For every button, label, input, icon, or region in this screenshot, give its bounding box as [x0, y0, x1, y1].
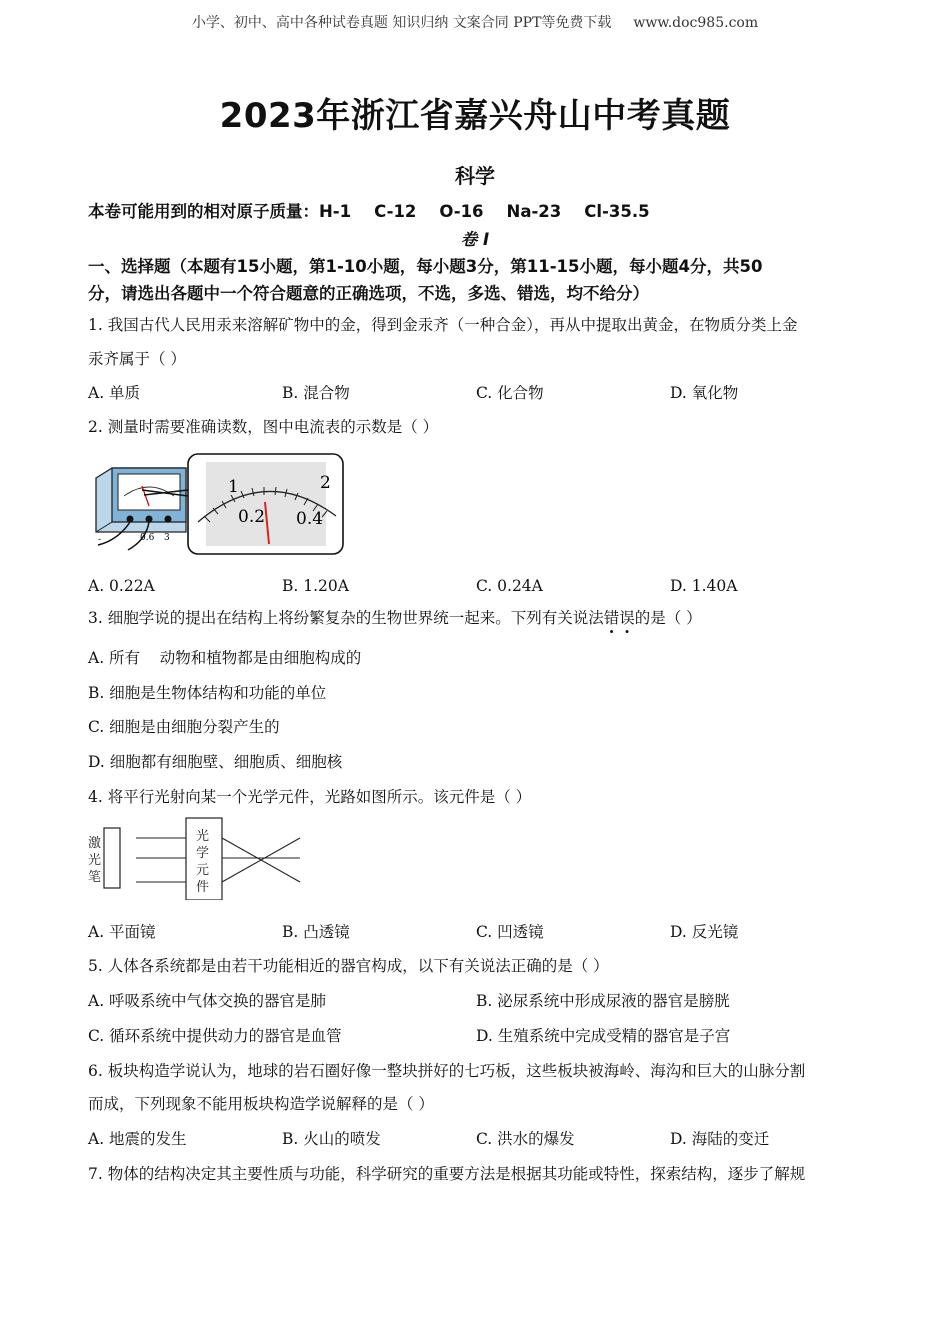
q6-option-d[interactable]: D. 海陆的变迁 [670, 1130, 770, 1148]
section-heading [88, 253, 878, 307]
q5-option-b[interactable]: B. 泌尿系统中形成尿液的器官是膀胱 [476, 992, 730, 1010]
volume-label: 卷 I [460, 230, 490, 249]
terminal-label-06: 0.6 [140, 533, 155, 543]
scale-label-02: 0.2 [238, 507, 266, 527]
scale-label-04: 0.4 [296, 509, 324, 529]
q4-option-d[interactable]: D. 反光镜 [670, 923, 739, 941]
q4-option-c[interactable]: C. 凹透镜 [476, 923, 544, 941]
svg-text:-: - [98, 535, 102, 545]
q1-option-b[interactable]: B. 混合物 [282, 384, 350, 402]
q3-stem [88, 608, 702, 628]
q4-option-b[interactable]: B. 凸透镜 [282, 923, 350, 941]
q3-option-d[interactable]: D. 细胞都有细胞壁、细胞质、细胞核 [88, 753, 343, 771]
element-label-1: 光 [196, 829, 210, 844]
q1-option-d[interactable]: D. 氧化物 [670, 384, 739, 402]
section-line-2: 分，请选出各题中一个符合题意的正确选项，不选，多选、错选，均不给分） [88, 284, 649, 303]
optics-diagram [86, 814, 306, 900]
q5-stem: 5. 人体各系统都是由若干功能相近的器官构成，以下有关说法正确的是（ ） [88, 957, 609, 975]
q5-option-a[interactable]: A. 呼吸系统中气体交换的器官是肺 [88, 992, 327, 1010]
q3-emphasis-1: 错 [603, 609, 620, 627]
q3-option-c[interactable]: C. 细胞是由细胞分裂产生的 [88, 718, 280, 736]
q4-stem: 4. 将平行光射向某一个光学元件，光路如图所示。该元件是（ ） [88, 788, 532, 806]
q3-stem-a: 3. 细胞学说的提出在结构上将纷繁复杂的生物世界统一起来。下列有关说法 [88, 609, 604, 627]
q2-option-a[interactable]: A. 0.22A [88, 577, 155, 595]
q3-emphasis-2: 误 [619, 609, 635, 627]
scale-label-2: 2 [320, 473, 331, 493]
element-label-3: 元 [196, 863, 210, 878]
header-url[interactable]: www.doc985.com [633, 15, 759, 31]
q2-stem: 2. 测量时需要准确读数，图中电流表的示数是（ ） [88, 418, 439, 436]
section-line-1: 一、选择题（本题有15小题，第1-10小题，每小题3分，第11-15小题，每小题4分，共50 [88, 257, 763, 276]
ammeter-figure [88, 450, 348, 560]
q1-option-a[interactable]: A. 单质 [88, 384, 141, 402]
q4-option-a[interactable]: A. 平面镜 [88, 923, 156, 941]
page-title: 2023年浙江省嘉兴舟山中考真题 [219, 96, 731, 136]
q2-option-d[interactable]: D. 1.40A [670, 577, 738, 595]
q1-stem-line2: 汞齐属于（ ） [88, 350, 186, 368]
q5-option-d[interactable]: D. 生殖系统中完成受精的器官是子宫 [476, 1027, 731, 1045]
atomic-mass-note: 本卷可能用到的相对原子质量：H-1 C-12 O-16 Na-23 Cl-35.5 [88, 202, 650, 221]
header-text: 小学、初中、高中各种试卷真题 知识归纳 文案合同 PPT等免费下载 [191, 15, 612, 31]
q6-stem-line1: 6. 板块构造学说认为，地球的岩石圈好像一整块拼好的七巧板，这些板块被海岭、海沟和巨大的山脉分割 [88, 1062, 806, 1080]
q6-stem-line2: 而成，下列现象不能用板块构造学说解释的是（ ） [88, 1095, 434, 1113]
q2-option-b[interactable]: B. 1.20A [282, 577, 349, 595]
q5-option-c[interactable]: C. 循环系统中提供动力的器官是血管 [88, 1027, 342, 1045]
laser-label-1: 激 [88, 836, 102, 851]
q3-option-b[interactable]: B. 细胞是生物体结构和功能的单位 [88, 684, 327, 702]
element-label-4: 件 [196, 880, 210, 895]
q6-option-c[interactable]: C. 洪水的爆发 [476, 1130, 575, 1148]
terminal-label-3: 3 [164, 533, 170, 543]
q7-stem-line1: 7. 物体的结构决定其主要性质与功能，科学研究的重要方法是根据其功能或特性，探索结构，逐步了解规 [88, 1165, 806, 1183]
subject-title: 科学 [455, 164, 495, 188]
q6-option-a[interactable]: A. 地震的发生 [88, 1130, 187, 1148]
page-header [0, 12, 950, 32]
q2-option-c[interactable]: C. 0.24A [476, 577, 543, 595]
q3-stem-d: 的是（ ） [634, 609, 702, 627]
q6-option-b[interactable]: B. 火山的喷发 [282, 1130, 381, 1148]
q1-option-c[interactable]: C. 化合物 [476, 384, 544, 402]
laser-label-3: 笔 [88, 870, 102, 885]
laser-label-2: 光 [88, 853, 102, 868]
element-label-2: 学 [196, 846, 210, 861]
scale-label-1: 1 [228, 477, 239, 497]
q3-option-a[interactable]: A. 所有 动物和植物都是由细胞构成的 [88, 649, 362, 667]
q1-stem-line1: 1. 我国古代人民用汞来溶解矿物中的金，得到金汞齐（一种合金），再从中提取出黄金，在物质分类上金 [88, 316, 798, 334]
